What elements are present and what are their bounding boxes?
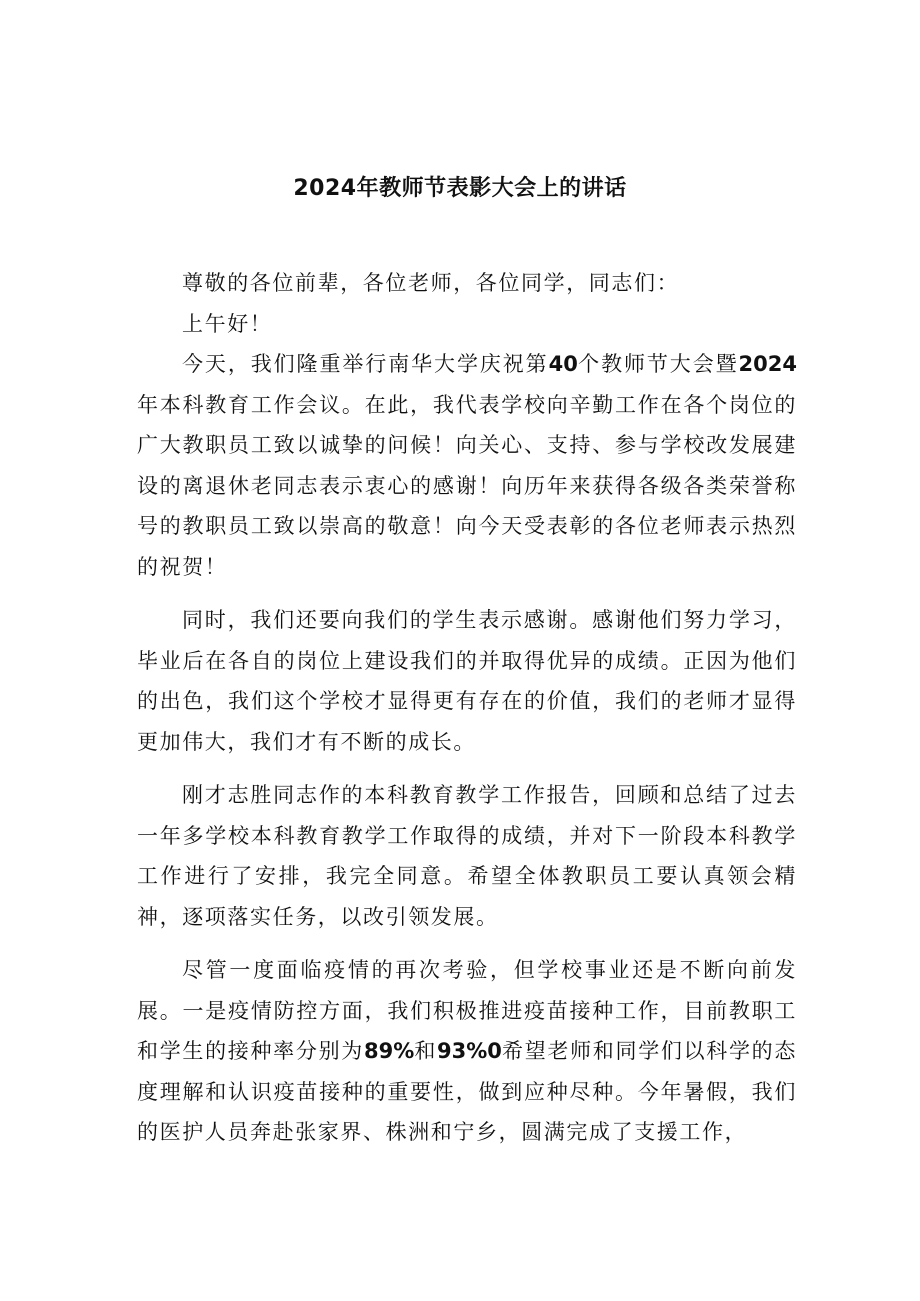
epidemic-text-part-1: 尽管一度面临疫情的再次考验，但学校事业还是不断向前发展。一是疫情防控方面，我们积极推进疫苗接种工作，目前教职工和学生的接种率分别为 — [137, 958, 797, 1063]
salutation-paragraph: 尊敬的各位前辈，各位老师，各位同学，同志们： — [182, 271, 680, 295]
thanks-students-paragraph: 同时，我们还要向我们的学生表示感谢。感谢他们努力学习，毕业后在各自的岗位上建设我们的并取得优异的成绩。正因为他们的出色，我们这个学校才显得更有存在的价值，我们的老师才显得更加伟大，我们才有不断的成长。 — [137, 608, 797, 754]
opening-text-part-2: 个教师节大会暨 — [577, 352, 739, 376]
epidemic-text-part-2: 和 — [414, 1039, 438, 1063]
opening-text-part-1: 今天，我们隆重举行南华大学庆祝第 — [182, 352, 549, 376]
greeting-paragraph: 上午好！ — [182, 311, 273, 336]
epidemic-rate-staff: 89% — [363, 1039, 415, 1063]
report-paragraph: 刚才志胜同志作的本科教育教学工作报告，回顾和总结了过去一年多学校本科教育教学工作取得的成绩，并对下一阶段本科教学工作进行了安排，我完全同意。希望全体教职员工要认真领会精神，逐项落实任务，以改引领发展。 — [137, 783, 797, 929]
opening-text-part-3: 年本科教育工作会议。在此，我代表学校向辛勤工作在各个岗位的广大教职员工致以诚挚的问候！向关心、支持、参与学校改发展建设的离退休老同志表示衷心的感谢！向历年来获得各级各类荣誉称号的教职员工致以崇高的敬意！向今天受表彰的各位老师表示热烈的祝贺！ — [137, 392, 797, 579]
opening-paragraph — [137, 344, 797, 587]
opening-number-2024: 2024 — [738, 352, 797, 376]
opening-number-40: 40 — [548, 352, 578, 376]
epidemic-paragraph — [137, 950, 797, 1153]
document-title: 2024年教师节表影大会上的讲话 — [293, 176, 627, 201]
epidemic-text-part-3: 希望老师和同学们以科学的态度理解和认识疫苗接种的重要性，做到应种尽种。今年暑假，我们的医护人员奔赴张家界、株洲和宁乡，圆满完成了支援工作， — [137, 1039, 797, 1144]
document-body — [137, 263, 797, 1153]
epidemic-rate-students: 93%0 — [437, 1039, 502, 1063]
